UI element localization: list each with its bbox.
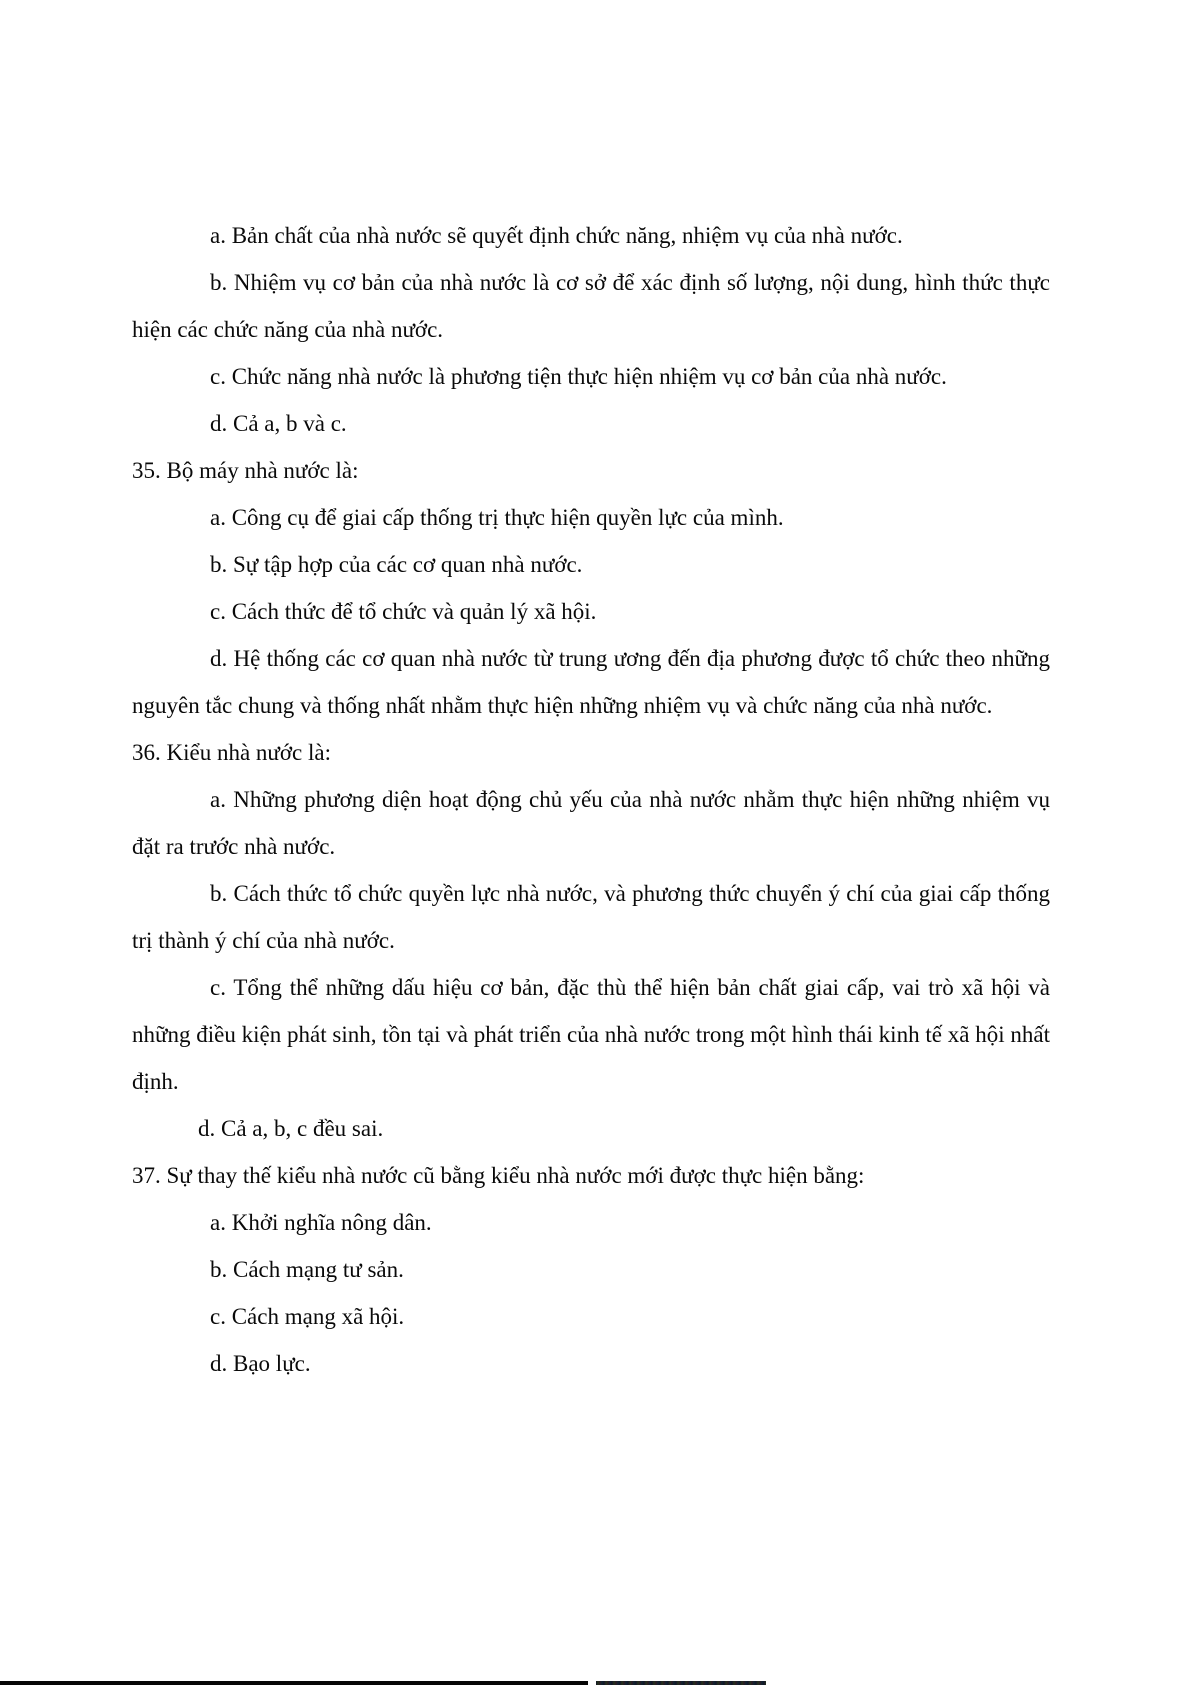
question-37-option-b: b. Cách mạng tư sản. — [210, 1257, 404, 1282]
question-37-option-a: a. Khởi nghĩa nông dân. — [210, 1210, 432, 1235]
question-34-option-b: b. Nhiệm vụ cơ bản của nhà nước là cơ sở để xác định số lượng, nội dung, hình thức thực hiện các chức năng của nhà nước. — [132, 270, 1050, 342]
question-36-title: 36. Kiểu nhà nước là: — [132, 740, 331, 765]
question-37-option-d: d. Bạo lực. — [210, 1351, 311, 1376]
question-36-option-b: b. Cách thức tổ chức quyền lực nhà nước, và phương thức chuyển ý chí của giai cấp thống trị thành ý chí của nhà nước. — [132, 881, 1050, 953]
question-36-option-c: c. Tổng thể những dấu hiệu cơ bản, đặc thù thể hiện bản chất giai cấp, vai trò xã hội và những điều kiện phát sinh, tồn tại và phát triển của nhà nước trong một hình thái kinh tế xã hội nhất định. — [132, 975, 1050, 1094]
question-35-option-d: d. Hệ thống các cơ quan nhà nước từ trung ương đến địa phương được tổ chức theo những nguyên tắc chung và thống nhất nhằm thực hiện những nhiệm vụ và chức năng của nhà nước. — [132, 646, 1050, 718]
bottom-edge-bar-left — [0, 1681, 588, 1685]
question-37-title: 37. Sự thay thế kiểu nhà nước cũ bằng kiểu nhà nước mới được thực hiện bằng: — [132, 1163, 865, 1188]
question-37-option-c: c. Cách mạng xã hội. — [210, 1304, 405, 1329]
question-36-option-a: a. Những phương diện hoạt động chủ yếu của nhà nước nhằm thực hiện những nhiệm vụ đặt ra trước nhà nước. — [132, 787, 1050, 859]
question-34-option-a: a. Bản chất của nhà nước sẽ quyết định chức năng, nhiệm vụ của nhà nước. — [210, 223, 903, 248]
question-35-option-c: c. Cách thức để tổ chức và quản lý xã hội. — [210, 599, 597, 624]
question-34-option-d: d. Cả a, b và c. — [210, 411, 347, 436]
question-35-option-b: b. Sự tập hợp của các cơ quan nhà nước. — [210, 552, 583, 577]
question-36-option-d: d. Cả a, b, c đều sai. — [198, 1116, 384, 1141]
question-35-title: 35. Bộ máy nhà nước là: — [132, 458, 359, 483]
question-35-option-a: a. Công cụ để giai cấp thống trị thực hiện quyền lực của mình. — [210, 505, 784, 530]
question-34-option-c: c. Chức năng nhà nước là phương tiện thực hiện nhiệm vụ cơ bản của nhà nước. — [210, 364, 947, 389]
document-text-block — [132, 212, 1050, 1387]
bottom-edge-bar-right — [596, 1681, 766, 1685]
